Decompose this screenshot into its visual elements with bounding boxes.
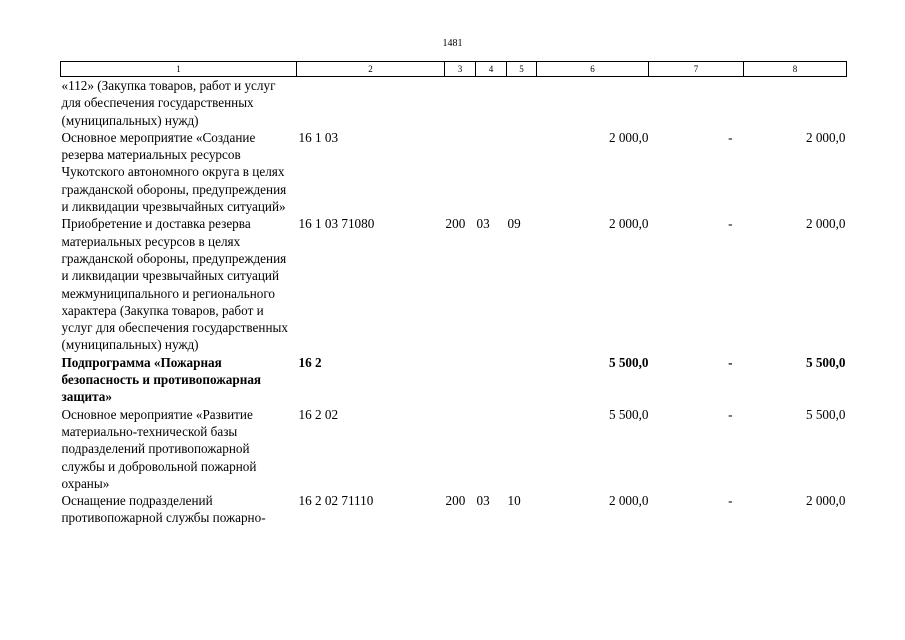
- row-sum-col6: 2 000,0: [608, 493, 649, 509]
- row-sum-col6: 5 500,0: [608, 354, 649, 370]
- row-sum-col8: 2 000,0: [805, 129, 846, 145]
- column-number-2: 2: [297, 62, 445, 77]
- row-sum-col7: -: [728, 129, 733, 145]
- row-rz: [476, 354, 507, 406]
- row-pr: 09: [507, 216, 521, 232]
- row-code: 16 2: [298, 354, 322, 370]
- column-number-5: 5: [507, 62, 537, 77]
- budget-table: [60, 61, 847, 527]
- row-sum-col8: 2 000,0: [805, 216, 846, 232]
- row-vr: [445, 354, 476, 406]
- row-rz: 03: [476, 216, 490, 232]
- row-sum-col8: [744, 77, 847, 129]
- row-code: [297, 77, 445, 129]
- row-sum-col8: 5 500,0: [805, 406, 846, 422]
- column-number-4: 4: [476, 62, 507, 77]
- row-sum-col8: 5 500,0: [805, 354, 846, 370]
- row-code: 16 1 03: [298, 129, 339, 145]
- row-pr: [507, 406, 537, 492]
- row-sum-col8: 2 000,0: [805, 493, 846, 509]
- row-sum-col7: -: [728, 493, 733, 509]
- table-row: [61, 492, 847, 527]
- row-pr: [507, 77, 537, 129]
- row-name: Оснащение подразделений противопожарной службы пожарно-: [61, 493, 266, 526]
- row-sum-col7: -: [728, 406, 733, 422]
- column-number-1: 1: [61, 62, 297, 77]
- table-body: [61, 77, 847, 527]
- row-rz: [476, 406, 507, 492]
- row-sum-col7: [649, 77, 744, 129]
- row-vr: 200: [445, 216, 466, 232]
- table-row: [61, 406, 847, 492]
- row-pr: [507, 129, 537, 215]
- column-number-3: 3: [445, 62, 476, 77]
- table-row: [61, 77, 847, 129]
- row-rz: [476, 129, 507, 215]
- row-rz: [476, 77, 507, 129]
- column-number-row: [61, 62, 847, 77]
- row-sum-col6: [537, 77, 649, 129]
- row-sum-col7: -: [728, 216, 733, 232]
- table-row: [61, 354, 847, 406]
- row-rz: 03: [476, 493, 490, 509]
- page-number: 1481: [442, 38, 463, 49]
- row-sum-col6: 2 000,0: [608, 216, 649, 232]
- row-sum-col6: 2 000,0: [608, 129, 649, 145]
- row-name: Основное мероприятие «Создание резерва материальных ресурсов Чукотского автономного округа в целях гражданской обороны, предупреждения и ликвидации чрезвычайных ситуаций»: [61, 129, 287, 215]
- row-vr: [445, 406, 476, 492]
- table-row: [61, 215, 847, 353]
- row-vr: 200: [445, 493, 466, 509]
- column-number-7: 7: [649, 62, 744, 77]
- row-name: Основное мероприятие «Развитие материально-технической базы подразделений противопожарной службы и добровольной пожарной охраны»: [61, 406, 257, 491]
- row-name: Приобретение и доставка резерва материальных ресурсов в целях гражданской обороны, предупреждения и ликвидации чрезвычайных ситуаций межмуниципального и регионального характера (Закупка товаров, работ и услуг для обеспечения государственных (муниципальных) нужд): [61, 216, 288, 353]
- row-name: Подпрограмма «Пожарная безопасность и противопожарная защита»: [61, 354, 262, 405]
- row-pr: [507, 354, 537, 406]
- column-number-8: 8: [744, 62, 847, 77]
- row-code: 16 2 02 71110: [298, 493, 374, 509]
- row-vr: [445, 129, 476, 215]
- column-number-6: 6: [537, 62, 649, 77]
- row-sum-col7: -: [728, 354, 733, 370]
- row-code: 16 2 02: [298, 406, 339, 422]
- row-pr: 10: [507, 493, 521, 509]
- table-row: [61, 129, 847, 215]
- row-code: 16 1 03 71080: [298, 216, 375, 232]
- row-vr: [445, 77, 476, 129]
- row-name: «112» (Закупка товаров, работ и услуг для обеспечения государственных (муниципальных) нужд): [61, 78, 276, 128]
- row-sum-col6: 5 500,0: [608, 406, 649, 422]
